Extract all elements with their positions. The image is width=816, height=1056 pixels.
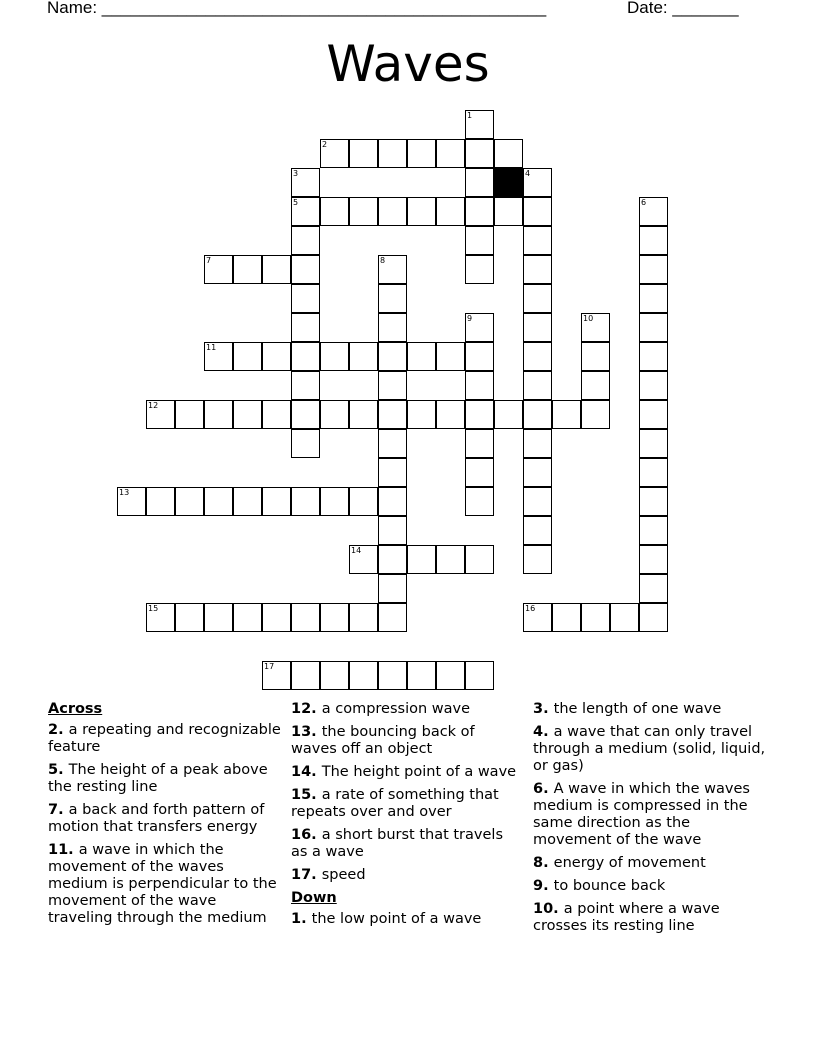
crossword-cell[interactable] <box>262 255 291 284</box>
crossword-cell[interactable] <box>291 342 320 371</box>
clue-number: 17. <box>291 867 322 883</box>
clue-number: 12. <box>291 701 322 717</box>
crossword-cell[interactable] <box>465 197 494 226</box>
clue-item <box>48 802 284 836</box>
clue-number: 17 <box>264 662 275 671</box>
clue-number: 1 <box>467 111 473 120</box>
crossword-cell[interactable] <box>523 197 552 226</box>
crossword-cell[interactable] <box>233 603 262 632</box>
clue-text: the bouncing back of waves off an object <box>291 724 475 757</box>
clue-text: A wave in which the waves medium is compressed in the same direction as the movement of the wave <box>533 781 750 848</box>
crossword-cell[interactable] <box>378 458 407 487</box>
crossword-cell[interactable] <box>407 197 436 226</box>
clue-number: 7. <box>48 802 69 818</box>
clue-number: 4. <box>533 724 554 740</box>
clue-item <box>533 855 773 872</box>
crossword-cell[interactable] <box>581 603 610 632</box>
crossword-cell[interactable] <box>320 139 349 168</box>
clue-number: 10 <box>583 314 594 323</box>
crossword-cell[interactable] <box>378 139 407 168</box>
clue-text: a short burst that travels as a wave <box>291 827 503 860</box>
crossword-cell[interactable] <box>523 458 552 487</box>
clue-number: 13 <box>119 488 130 497</box>
crossword-cell[interactable] <box>465 255 494 284</box>
crossword-cell[interactable] <box>639 487 668 516</box>
crossword-cell[interactable] <box>523 516 552 545</box>
clue-text: a rate of something that repeats over and over <box>291 787 499 820</box>
crossword-cell[interactable] <box>175 487 204 516</box>
crossword-cell[interactable] <box>407 400 436 429</box>
crossword-cell[interactable] <box>204 255 233 284</box>
crossword-cell[interactable] <box>291 284 320 313</box>
clue-item <box>291 787 523 821</box>
clue-number: 6 <box>641 198 647 207</box>
crossword-cell[interactable] <box>291 429 320 458</box>
clue-number: 13. <box>291 724 322 740</box>
clue-text: energy of movement <box>553 855 706 871</box>
crossword-cell[interactable] <box>581 313 610 342</box>
crossword-cell[interactable] <box>204 603 233 632</box>
clue-item <box>533 701 773 718</box>
crossword-cell[interactable] <box>204 487 233 516</box>
clue-item <box>533 878 773 895</box>
clue-number: 14. <box>291 764 322 780</box>
crossword-cell[interactable] <box>436 545 465 574</box>
crossword-cell[interactable] <box>349 197 378 226</box>
clue-item <box>48 762 284 796</box>
crossword-cell[interactable] <box>523 226 552 255</box>
crossword-cell[interactable] <box>204 400 233 429</box>
crossword-cell[interactable] <box>349 139 378 168</box>
clue-item <box>291 764 523 781</box>
crossword-cell[interactable] <box>291 661 320 690</box>
clue-number: 5. <box>48 762 69 778</box>
clue-number: 10. <box>533 901 564 917</box>
crossword-cell[interactable] <box>523 371 552 400</box>
crossword-cell[interactable] <box>465 400 494 429</box>
crossword-cell[interactable] <box>465 371 494 400</box>
crossword-cell[interactable] <box>465 168 494 197</box>
crossword-cell[interactable] <box>291 371 320 400</box>
crossword-cell[interactable] <box>204 342 233 371</box>
crossword-cell[interactable] <box>639 400 668 429</box>
clue-text: speed <box>321 867 366 883</box>
crossword-cell[interactable] <box>349 603 378 632</box>
crossword-cell[interactable] <box>523 168 552 197</box>
date-field: Date: _______ <box>627 0 739 17</box>
crossword-cell[interactable] <box>523 400 552 429</box>
crossword-cell[interactable] <box>407 661 436 690</box>
crossword-cell[interactable] <box>523 255 552 284</box>
clue-number: 11. <box>48 842 79 858</box>
crossword-cell[interactable] <box>639 226 668 255</box>
crossword-cell[interactable] <box>407 139 436 168</box>
crossword-cell[interactable] <box>465 226 494 255</box>
clue-text: a wave that can only travel through a medium (solid, liquid, or gas) <box>533 724 766 774</box>
clue-item <box>533 781 773 849</box>
clue-number: 7 <box>206 256 212 265</box>
crossword-cell[interactable] <box>291 226 320 255</box>
crossword-cell[interactable] <box>639 197 668 226</box>
crossword-cell[interactable] <box>639 255 668 284</box>
crossword-cell[interactable] <box>523 545 552 574</box>
clue-item <box>48 842 284 927</box>
clue-number: 5 <box>293 198 299 207</box>
crossword-cell[interactable] <box>320 487 349 516</box>
crossword-cell[interactable] <box>436 661 465 690</box>
crossword-cell[interactable] <box>291 168 320 197</box>
crossword-cell[interactable] <box>378 400 407 429</box>
crossword-cell[interactable] <box>639 313 668 342</box>
crossword-cell[interactable] <box>639 574 668 603</box>
clue-text: The height of a peak above the resting line <box>48 762 268 795</box>
clue-number: 1. <box>291 911 312 927</box>
crossword-cell[interactable] <box>378 516 407 545</box>
crossword-cell[interactable] <box>291 313 320 342</box>
clues-column-2 <box>291 701 523 934</box>
crossword-cell[interactable] <box>146 603 175 632</box>
clue-number: 3. <box>533 701 554 717</box>
crossword-cell[interactable] <box>639 429 668 458</box>
crossword-cell[interactable] <box>378 371 407 400</box>
crossword-cell[interactable] <box>378 342 407 371</box>
name-field: Name: _______________________________________________ <box>47 0 547 17</box>
clue-number: 9. <box>533 878 554 894</box>
crossword-cell[interactable] <box>407 545 436 574</box>
crossword-cell[interactable] <box>378 197 407 226</box>
crossword-cell[interactable] <box>552 400 581 429</box>
crossword-cell[interactable] <box>378 574 407 603</box>
clue-number: 16. <box>291 827 322 843</box>
crossword-cell[interactable] <box>639 545 668 574</box>
crossword-cell[interactable] <box>378 313 407 342</box>
crossword-cell[interactable] <box>262 342 291 371</box>
crossword-cell[interactable] <box>610 603 639 632</box>
crossword-cell[interactable] <box>581 342 610 371</box>
clue-item <box>291 724 523 758</box>
crossword-cell[interactable] <box>378 603 407 632</box>
clue-number: 6. <box>533 781 554 797</box>
clue-number: 12 <box>148 401 159 410</box>
crossword-cell[interactable] <box>378 545 407 574</box>
crossword-cell[interactable] <box>465 458 494 487</box>
crossword-cell[interactable] <box>378 255 407 284</box>
clue-item <box>291 827 523 861</box>
clues-column-1 <box>48 701 284 933</box>
crossword-cell[interactable] <box>639 284 668 313</box>
crossword-cell[interactable] <box>581 371 610 400</box>
clue-item <box>533 724 773 775</box>
crossword-cell[interactable] <box>175 400 204 429</box>
crossword-cell[interactable] <box>233 342 262 371</box>
crossword-cell[interactable] <box>291 255 320 284</box>
clue-item <box>533 901 773 935</box>
clue-text: the low point of a wave <box>311 911 482 927</box>
crossword-cell[interactable] <box>349 661 378 690</box>
crossword-cell[interactable] <box>494 400 523 429</box>
clue-number: 3 <box>293 169 299 178</box>
clue-number: 8 <box>380 256 386 265</box>
crossword-cell[interactable] <box>378 487 407 516</box>
clue-number: 16 <box>525 604 536 613</box>
crossword-cell[interactable] <box>436 197 465 226</box>
clue-text: a back and forth pattern of motion that transfers energy <box>48 802 265 835</box>
crossword-cell[interactable] <box>465 110 494 139</box>
crossword-cell[interactable] <box>465 342 494 371</box>
crossword-cell[interactable] <box>523 487 552 516</box>
clue-number: 8. <box>533 855 554 871</box>
crossword-cell[interactable] <box>146 487 175 516</box>
crossword-cell[interactable] <box>349 487 378 516</box>
crossword-cell[interactable] <box>349 400 378 429</box>
crossword-cell[interactable] <box>465 661 494 690</box>
crossword-cell[interactable] <box>523 342 552 371</box>
crossword-cell[interactable] <box>436 342 465 371</box>
crossword-cell[interactable] <box>320 400 349 429</box>
crossword-cell[interactable] <box>436 400 465 429</box>
clue-number: 9 <box>467 314 473 323</box>
clue-item <box>291 911 523 928</box>
crossword-cell[interactable] <box>320 661 349 690</box>
crossword-cell[interactable] <box>523 603 552 632</box>
crossword-cell[interactable] <box>494 197 523 226</box>
clue-number: 14 <box>351 546 362 555</box>
crossword-cell[interactable] <box>494 139 523 168</box>
crossword-cell[interactable] <box>320 342 349 371</box>
clue-number: 2. <box>48 722 69 738</box>
crossword-cell[interactable] <box>639 342 668 371</box>
clues-column-3 <box>533 701 773 941</box>
crossword-cell[interactable] <box>378 429 407 458</box>
crossword-cell[interactable] <box>407 342 436 371</box>
crossword-cell[interactable] <box>262 487 291 516</box>
crossword-cell[interactable] <box>523 429 552 458</box>
crossword-cell[interactable] <box>291 487 320 516</box>
crossword-cell[interactable] <box>349 545 378 574</box>
clue-text: the length of one wave <box>553 701 722 717</box>
crossword-cell[interactable] <box>320 603 349 632</box>
clue-text: a wave in which the movement of the waves medium is perpendicular to the movement of the wave traveling through the medium <box>48 842 277 926</box>
crossword-cell[interactable] <box>233 400 262 429</box>
across-heading: Across <box>48 701 103 717</box>
crossword-cell[interactable] <box>523 284 552 313</box>
clue-text: to bounce back <box>553 878 666 894</box>
crossword-cell[interactable] <box>233 487 262 516</box>
crossword-cell[interactable] <box>465 545 494 574</box>
crossword-cell[interactable] <box>639 458 668 487</box>
crossword-cell[interactable] <box>349 342 378 371</box>
crossword-cell[interactable] <box>291 400 320 429</box>
clue-number: 11 <box>206 343 217 352</box>
crossword-cell[interactable] <box>146 400 175 429</box>
clue-number: 2 <box>322 140 328 149</box>
crossword-cell[interactable] <box>639 516 668 545</box>
crossword-cell[interactable] <box>581 400 610 429</box>
clue-item <box>291 701 523 718</box>
crossword-cell[interactable] <box>378 284 407 313</box>
clue-text: a point where a wave crosses its resting line <box>533 901 720 934</box>
clue-number: 4 <box>525 169 531 178</box>
crossword-cell[interactable] <box>523 313 552 342</box>
page-title: Waves <box>326 35 490 93</box>
crossword-cell[interactable] <box>639 603 668 632</box>
crossword-cell[interactable] <box>320 197 349 226</box>
clue-text: The height point of a wave <box>321 764 517 780</box>
crossword-cell[interactable] <box>291 197 320 226</box>
crossword-cell[interactable] <box>291 603 320 632</box>
crossword-cell[interactable] <box>233 255 262 284</box>
crossword-cell[interactable] <box>465 313 494 342</box>
crossword-cell[interactable] <box>117 487 146 516</box>
clue-item <box>48 722 284 756</box>
clue-number: 15 <box>148 604 159 613</box>
crossword-cell[interactable] <box>262 400 291 429</box>
crossword-cell[interactable] <box>378 661 407 690</box>
crossword-cell[interactable] <box>262 603 291 632</box>
clue-number: 15. <box>291 787 322 803</box>
clue-item <box>291 867 523 884</box>
crossword-cell[interactable] <box>552 603 581 632</box>
crossword-cell[interactable] <box>639 371 668 400</box>
crossword-cell[interactable] <box>465 429 494 458</box>
crossword-block <box>494 168 523 197</box>
down-heading: Down <box>291 890 337 906</box>
clue-text: a repeating and recognizable feature <box>48 722 281 755</box>
crossword-cell[interactable] <box>465 487 494 516</box>
crossword-cell[interactable] <box>436 139 465 168</box>
crossword-cell[interactable] <box>175 603 204 632</box>
clue-text: a compression wave <box>321 701 471 717</box>
crossword-cell[interactable] <box>465 139 494 168</box>
crossword-cell[interactable] <box>262 661 291 690</box>
